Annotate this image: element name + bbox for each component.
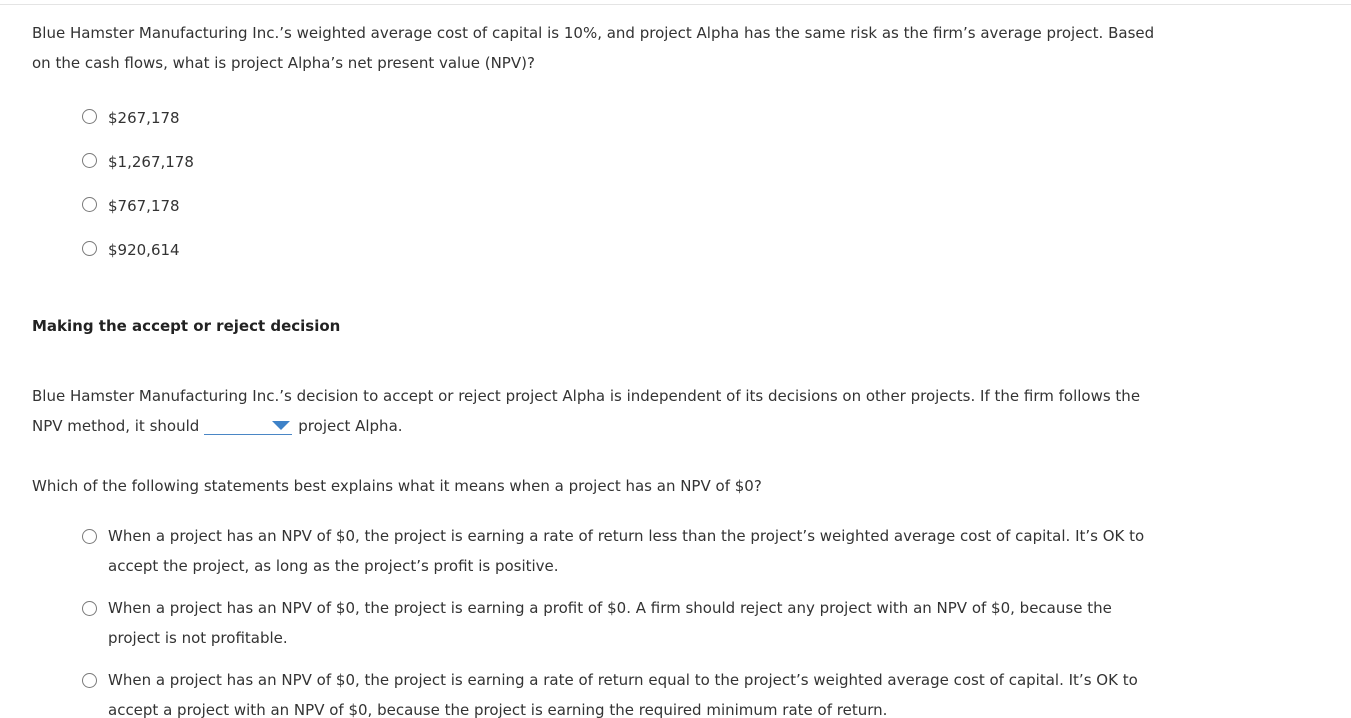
option-line2: accept the project, as long as the project’s profit is positive. bbox=[108, 557, 559, 575]
question3-prompt: Which of the following statements best explains what it means when a project has an NPV of $0? bbox=[32, 477, 762, 495]
npv-option-4[interactable] bbox=[32, 232, 1192, 276]
chevron-down-icon[interactable] bbox=[272, 421, 290, 430]
question1-prompt-line2: on the cash flows, what is project Alpha’s net present value (NPV)? bbox=[32, 54, 535, 72]
radio-button-icon[interactable] bbox=[82, 109, 97, 124]
radio-button-icon[interactable] bbox=[82, 153, 97, 168]
radio-button-icon[interactable] bbox=[82, 673, 97, 688]
option-line1: When a project has an NPV of $0, the project is earning a rate of return equal to the project’s weighted average cost of capital. It’s OK to bbox=[108, 671, 1138, 689]
npv-option-label: $1,267,178 bbox=[108, 153, 194, 171]
question1-options bbox=[32, 100, 1192, 276]
question3-options bbox=[32, 521, 1192, 718]
npv-option-label: $767,178 bbox=[108, 197, 180, 215]
option-line2: project is not profitable. bbox=[108, 629, 288, 647]
section-heading: Making the accept or reject decision bbox=[32, 317, 341, 335]
accept-reject-dropdown[interactable] bbox=[204, 414, 292, 435]
radio-button-icon[interactable] bbox=[82, 197, 97, 212]
question1-prompt bbox=[32, 18, 1192, 78]
question2-line2-after: project Alpha. bbox=[298, 417, 403, 435]
npv-zero-option-1[interactable] bbox=[32, 521, 1192, 581]
question-content bbox=[32, 18, 1192, 718]
question2-line2-before: NPV method, it should bbox=[32, 417, 200, 435]
radio-button-icon[interactable] bbox=[82, 241, 97, 256]
question2-prompt bbox=[32, 381, 1192, 441]
question2-line1: Blue Hamster Manufacturing Inc.’s decision to accept or reject project Alpha is independent of its decisions on other projects. If the firm follows the bbox=[32, 387, 1141, 405]
npv-option-2[interactable] bbox=[32, 144, 1192, 188]
npv-option-1[interactable] bbox=[32, 100, 1192, 144]
radio-button-icon[interactable] bbox=[82, 529, 97, 544]
option-line1: When a project has an NPV of $0, the project is earning a profit of $0. A firm should reject any project with an NPV of $0, because the bbox=[108, 599, 1112, 617]
npv-option-label: $267,178 bbox=[108, 109, 180, 127]
npv-zero-option-3[interactable] bbox=[32, 665, 1192, 718]
npv-option-label: $920,614 bbox=[108, 241, 180, 259]
option-line2: accept a project with an NPV of $0, because the project is earning the required minimum rate of return. bbox=[108, 701, 888, 718]
question1-prompt-line1: Blue Hamster Manufacturing Inc.’s weighted average cost of capital is 10%, and project Alpha has the same risk as the firm’s average project. Based bbox=[32, 24, 1155, 42]
option-line1: When a project has an NPV of $0, the project is earning a rate of return less than the project’s weighted average cost of capital. It’s OK to bbox=[108, 527, 1145, 545]
npv-option-3[interactable] bbox=[32, 188, 1192, 232]
npv-zero-option-2[interactable] bbox=[32, 593, 1192, 653]
radio-button-icon[interactable] bbox=[82, 601, 97, 616]
top-divider bbox=[0, 4, 1351, 5]
